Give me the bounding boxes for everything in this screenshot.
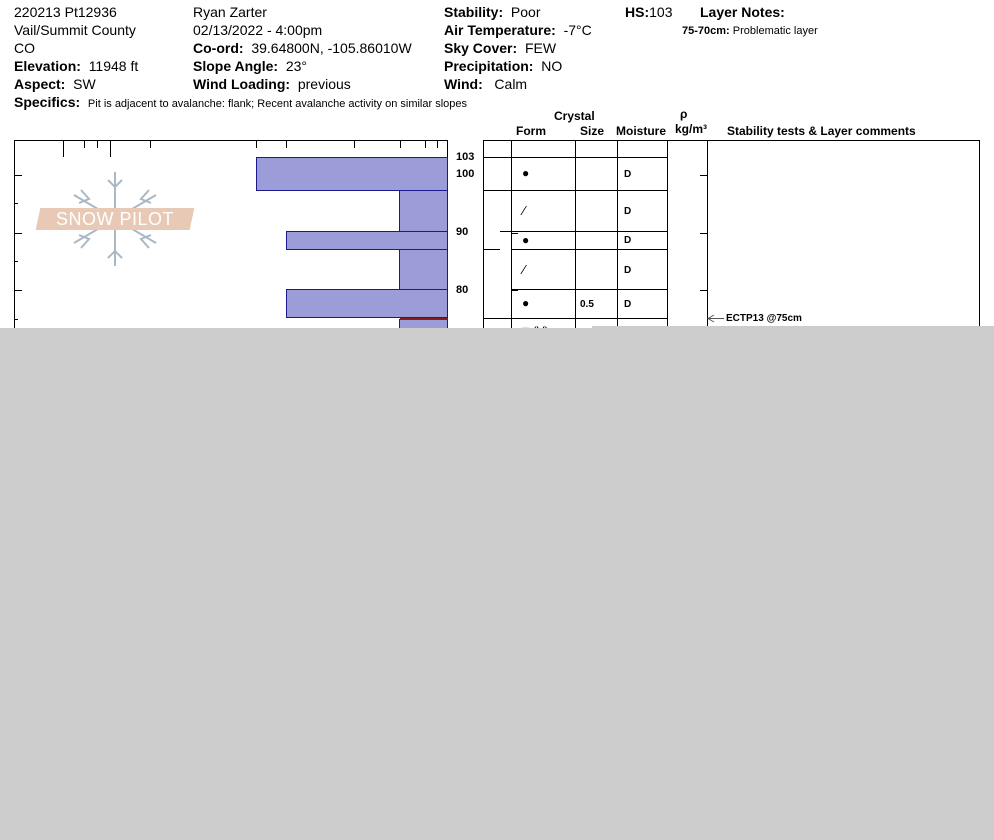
sky-value: FEW <box>524 40 557 56</box>
hardness-bar <box>400 191 448 232</box>
sky-label: Sky Cover: <box>444 40 518 56</box>
depth-label: 80 <box>456 284 469 296</box>
wind-value: Calm <box>494 76 528 92</box>
crystal-header: Crystal <box>554 109 595 123</box>
stability-test-note: ECTP13 @75cm <box>726 313 802 324</box>
stability-comments-header: Stability tests & Layer comments <box>727 124 916 138</box>
coord-label: Co-ord: <box>193 40 244 56</box>
layer-notes-title: Layer Notes: <box>700 4 785 20</box>
elevation-label: Elevation: <box>14 58 81 74</box>
hs-label: HS: <box>625 4 650 20</box>
stability-label: Stability: <box>444 4 504 20</box>
specifics-label: Specifics: <box>14 94 81 110</box>
logo-label: SNOW PILOT <box>55 209 174 229</box>
moisture-value: D <box>624 299 632 310</box>
hardness-bar <box>257 158 448 191</box>
elevation-value: 11948 ft <box>88 58 139 74</box>
location: Vail/Summit County <box>14 22 136 38</box>
air-temp-label: Air Temperature: <box>444 22 556 38</box>
moisture-value: D <box>624 169 632 180</box>
grain-form-icon: ● <box>522 166 530 180</box>
wind-label: Wind: <box>444 76 483 92</box>
size-header: Size <box>580 124 605 138</box>
pit-id: 220213 Pt12936 <box>14 4 117 20</box>
density-unit-header: kg/m³ <box>675 122 708 136</box>
layer-note-range: 75-70cm: <box>682 25 730 37</box>
depth-ticks <box>483 140 518 340</box>
grain-form-icon: ⁄ <box>523 203 526 218</box>
hardness-bar <box>287 290 448 318</box>
wind-loading-value: previous <box>297 76 351 92</box>
aspect-value: SW <box>73 76 96 92</box>
form-header: Form <box>516 124 546 138</box>
hardness-left-ticks <box>14 176 22 320</box>
layer-table-grid <box>483 140 980 340</box>
hardness-bars <box>257 158 448 345</box>
hardness-bar <box>287 232 448 250</box>
specifics-value: Pit is adjacent to avalanche: flank; Recent avalanche activity on similar slopes <box>87 98 468 110</box>
moisture-value: D <box>624 235 632 246</box>
precip-label: Precipitation: <box>444 58 534 74</box>
test-arrow <box>708 315 724 322</box>
hs-value: 103 <box>649 4 673 20</box>
wind-loading-label: Wind Loading: <box>193 76 291 92</box>
air-temp-value: -7°C <box>563 22 592 38</box>
slope-value: 23° <box>285 58 307 74</box>
coord-value: 39.64800N, -105.86010W <box>251 40 412 56</box>
grey-overlay <box>0 328 994 840</box>
slope-label: Slope Angle: <box>193 58 279 74</box>
grain-form-icon: ● <box>522 233 530 247</box>
hardness-top-ticks <box>64 140 438 157</box>
depth-label: 100 <box>456 168 475 180</box>
state: CO <box>14 40 35 56</box>
moisture-value: D <box>624 206 632 217</box>
layer-note-text: Problematic layer <box>732 25 818 37</box>
grain-form-icon: ● <box>522 296 530 310</box>
hardness-bar <box>400 250 448 290</box>
stability-value: Poor <box>510 4 541 20</box>
precip-value: NO <box>541 58 563 74</box>
comment-ticks <box>700 176 707 291</box>
depth-label: 90 <box>456 226 469 238</box>
rho-header: ρ <box>680 107 688 121</box>
moisture-header: Moisture <box>616 124 667 138</box>
depth-label: 103 <box>456 151 475 163</box>
datetime: 02/13/2022 - 4:00pm <box>193 22 323 38</box>
moisture-value: D <box>624 265 632 276</box>
observer: Ryan Zarter <box>193 4 267 20</box>
grain-size-value: 0.5 <box>580 299 594 310</box>
aspect-label: Aspect: <box>14 76 66 92</box>
grain-form-icon: ⁄ <box>523 262 526 277</box>
